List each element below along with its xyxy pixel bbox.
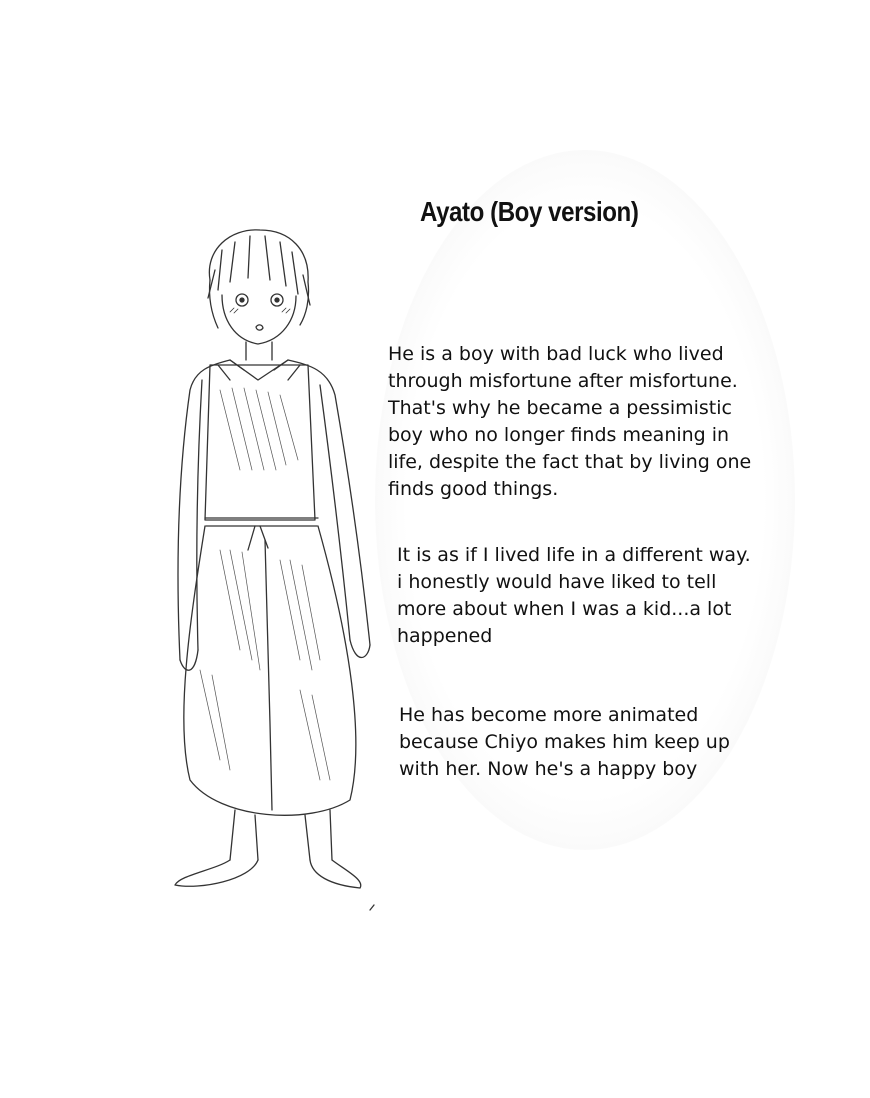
character-illustration xyxy=(160,220,400,920)
description-paragraph-2: It is as if I lived life in a different way. i honestly would have liked to tell more about when I was a kid...a lot happened xyxy=(397,544,751,647)
description-paragraph-1: He is a boy with bad luck who lived through misfortune after misfortune. That's why he became a pessimistic boy who no longer finds meaning in life, despite the fact that by living one finds good things. xyxy=(388,343,752,500)
description-paragraph-3: He has become more animated because Chiyo makes him keep up with her. Now he's a happy boy xyxy=(399,704,730,780)
character-name-title: Ayato (Boy version) xyxy=(420,196,639,227)
